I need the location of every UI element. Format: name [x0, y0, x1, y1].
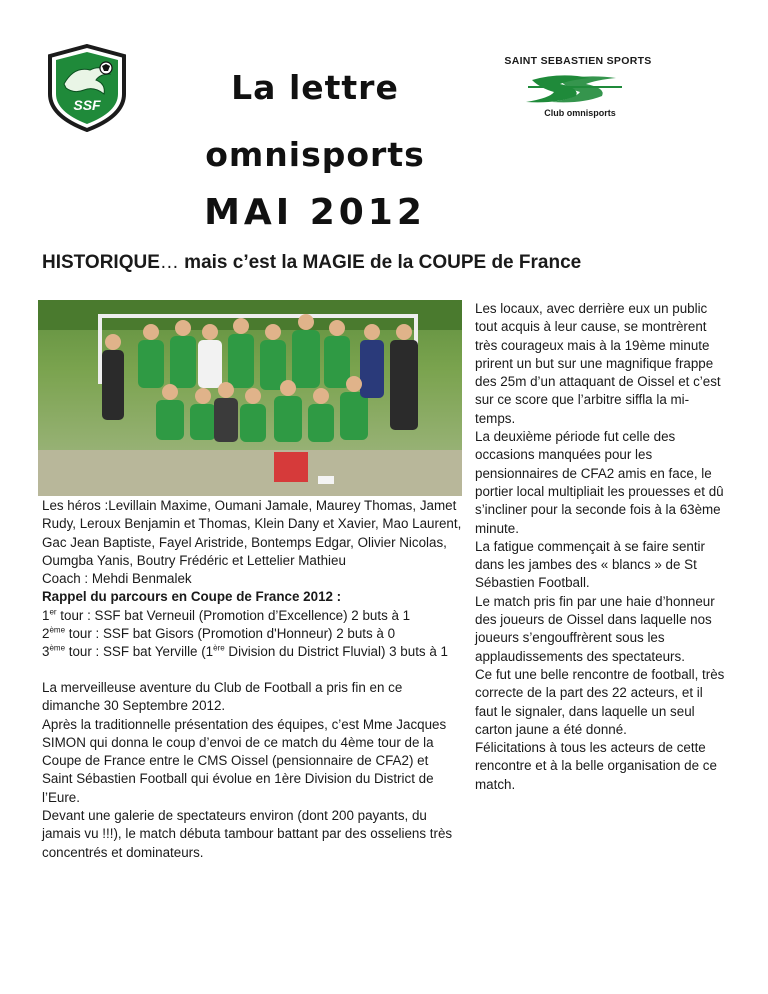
right-paragraph: Les locaux, avec derrière eux un public tout acquis à leur cause, se montrèrent très courageux mais à la 19ème minute prirent un but sur une magnifique frappe des 25m d’un attaquant de Oissel et c’est sur ce score que l’arbitre siffla la mi-temps.	[475, 301, 721, 426]
headline	[42, 252, 581, 274]
photo-caption	[42, 497, 462, 662]
title-line-1: La lettre	[231, 68, 399, 107]
club-subtitle-text: Club omnisports	[544, 108, 616, 118]
right-paragraph: Ce fut une belle rencontre de football, très correcte de la part des 22 acteurs, et il faut le signaler, dans laquelle un seul carton jaune a été donné.	[475, 666, 725, 737]
rappel-heading: Rappel du parcours en Coupe de France 2012 :	[42, 589, 342, 605]
story-paragraph: La merveilleuse aventure du Club de Football a pris fin en ce dimanche 30 Septembre 2012.	[42, 680, 403, 714]
ssf-crest-logo	[44, 44, 130, 132]
round-3-line: 3ème tour : SSF bat Yerville (1ère Division du District Fluvial) 3 buts à 1	[42, 643, 448, 660]
story-column	[42, 679, 462, 862]
story-paragraph: Devant une galerie de spectateurs environ (dont 200 payants, du jamais vu !!!), le match débuta tambour battant par des osseliens très concentrés et dominateurs.	[42, 808, 453, 860]
round-1-line: 1er tour : SSF bat Verneuil (Promotion d’Excellence) 2 buts à 1	[42, 607, 411, 623]
headline-dots: …	[159, 252, 179, 273]
headline-part-1: HISTORIQUE	[42, 252, 160, 273]
crest-text: SSF	[73, 97, 101, 113]
headline-part-2: mais c’est la MAGIE de la COUPE de France	[178, 252, 582, 273]
team-photo	[38, 300, 462, 496]
right-paragraph: Le match pris fin par une haie d’honneur des joueurs de Oissel dans laquelle nos joueurs s’engouffrèrent sous les applaudissements des spectateurs.	[475, 593, 715, 664]
title-line-2: omnisports	[205, 135, 425, 174]
right-paragraph: La deuxième période fut celle des occasions manquées pour les pensionnaires de CFA2 amis en face, le portier local multipliait les prouesses et dû s’incliner pour la seconde fois à la 63ème minute.	[475, 429, 724, 536]
right-column	[475, 300, 727, 794]
heroes-list: Les héros :Levillain Maxime, Oumani Jamale, Maurey Thomas, Jamet Rudy, Leroux Benjamin et Thomas, Klein Dany et Xavier, Mao Laurent, Gac Jean Baptiste, Fayel Aristride, Bontemps Edgar, Olivier Nicolas, Oumgba Yanis, Boutry Frédéric et Lettelier Mathieu	[42, 498, 462, 568]
club-name-text: SAINT SEBASTIEN SPORTS	[504, 55, 652, 67]
round-2-line: 2ème tour : SSF bat Gisors (Promotion d'Honneur) 2 buts à 0	[42, 625, 396, 642]
right-paragraph: Félicitations à tous les acteurs de cette rencontre et à la belle organisation de ce match.	[475, 740, 717, 792]
right-paragraph: La fatigue commençait à se faire sentir dans les jambes des « blancs » de St Sébastien Football.	[475, 538, 705, 591]
story-paragraph: Après la traditionnelle présentation des équipes, c’est Mme Jacques SIMON qui donna le coup d’envoi de ce match du 4ème tour de la Coupe de France entre le CMS Oissel (pensionnaire de CFA2) et Saint Sébastien Football qui évolue en 1ère Division du District de l’Eure.	[42, 716, 447, 805]
club-swoosh-logo	[520, 70, 630, 106]
coach-line: Coach : Mehdi Benmalek	[42, 571, 192, 587]
title-line-3: MAI 2012	[204, 192, 426, 233]
